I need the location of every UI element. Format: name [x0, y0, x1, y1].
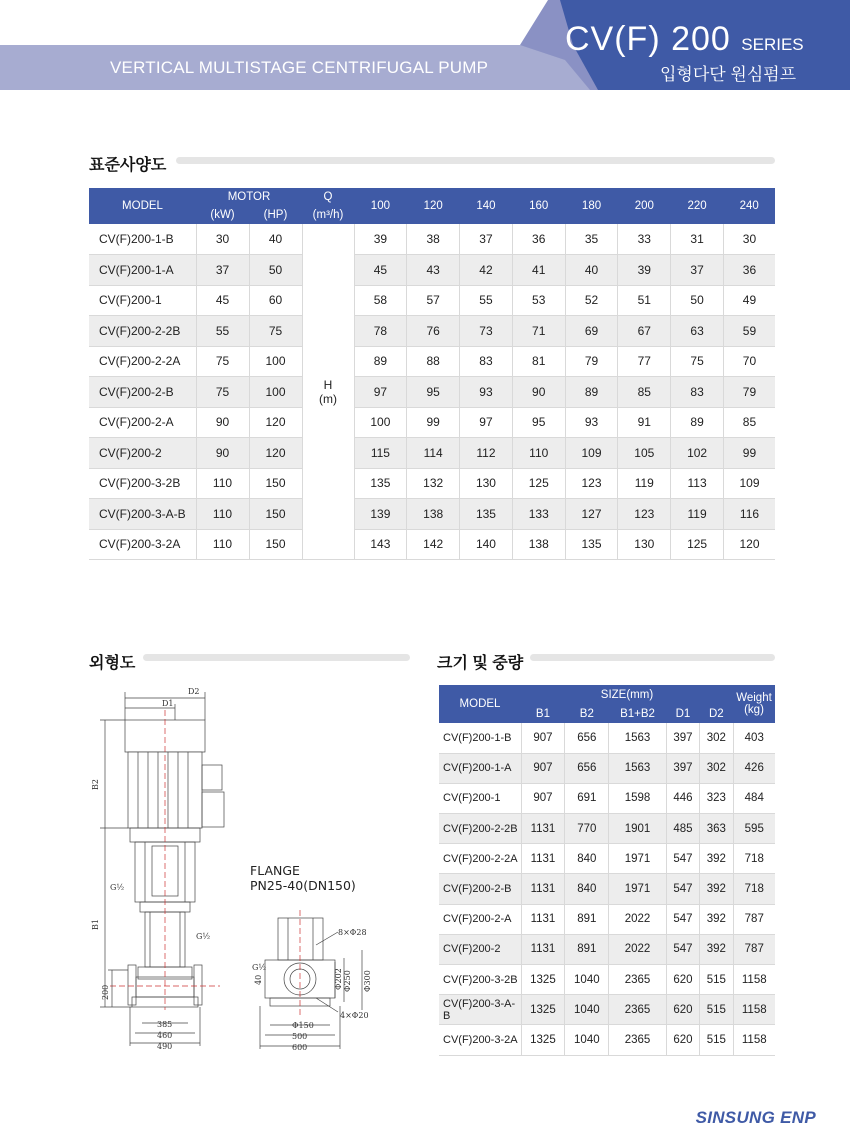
size-cell: 1598 — [609, 783, 667, 813]
size-cell: 392 — [700, 874, 733, 904]
size-cell: 547 — [666, 934, 699, 964]
spec-cell: 40 — [249, 224, 302, 255]
spec-cell: CV(F)200-1-A — [89, 255, 196, 286]
size-cell: 907 — [521, 783, 565, 813]
spec-cell: 42 — [460, 255, 513, 286]
spec-cell: 37 — [460, 224, 513, 255]
spec-h-label — [302, 224, 354, 560]
size-row — [439, 995, 775, 1025]
spec-cell: 109 — [723, 468, 775, 499]
size-row — [439, 874, 775, 904]
spec-cell: CV(F)200-2-B — [89, 377, 196, 408]
dim-d2: D2 — [188, 687, 200, 696]
size-cell: 656 — [565, 723, 609, 753]
spec-row — [89, 529, 775, 560]
spec-cell: 49 — [723, 285, 775, 316]
dim-600: 600 — [292, 1043, 308, 1052]
size-subcol: B2 — [565, 704, 609, 723]
size-cell: CV(F)200-3-2B — [439, 965, 521, 995]
spec-cell: 75 — [196, 346, 249, 377]
spec-cell: 97 — [354, 377, 407, 408]
dim-500: 500 — [292, 1032, 308, 1041]
spec-cell: 99 — [407, 407, 460, 438]
dim-bolt-8: 8×Φ28 — [338, 928, 367, 937]
dim-bolt-4: 4×Φ20 — [340, 1011, 369, 1020]
spec-cell: 69 — [565, 316, 618, 347]
size-cell: CV(F)200-3-2A — [439, 1025, 521, 1055]
size-cell: 1563 — [609, 753, 667, 783]
size-subcol: B1+B2 — [609, 704, 667, 723]
size-table — [439, 685, 775, 1056]
spec-cell: 43 — [407, 255, 460, 286]
size-row — [439, 904, 775, 934]
size-cell: 1971 — [609, 874, 667, 904]
spec-cell: 50 — [671, 285, 724, 316]
size-cell: 656 — [565, 753, 609, 783]
spec-cell: 60 — [249, 285, 302, 316]
spec-cell: 115 — [354, 438, 407, 469]
dim-g12-a: G½ — [110, 883, 125, 892]
spec-cell: 95 — [512, 407, 565, 438]
size-col-weight-unit: (kg) — [744, 704, 764, 716]
spec-cell: 114 — [407, 438, 460, 469]
size-cell: 392 — [700, 904, 733, 934]
spec-cell: 93 — [565, 407, 618, 438]
spec-cell: CV(F)200-1-B — [89, 224, 196, 255]
size-cell: 403 — [733, 723, 775, 753]
size-cell: 485 — [666, 814, 699, 844]
spec-table — [89, 188, 775, 560]
size-cell: 787 — [733, 934, 775, 964]
spec-cell: 123 — [565, 468, 618, 499]
spec-cell: 78 — [354, 316, 407, 347]
size-cell: 1131 — [521, 814, 565, 844]
size-cell: 515 — [700, 1025, 733, 1055]
spec-cell: 110 — [196, 499, 249, 530]
dim-460: 460 — [157, 1031, 173, 1040]
size-cell: 891 — [565, 934, 609, 964]
spec-cell: 77 — [618, 346, 671, 377]
spec-cell: 39 — [618, 255, 671, 286]
header-title — [565, 20, 804, 59]
size-cell: CV(F)200-3-A-B — [439, 995, 521, 1025]
size-row — [439, 934, 775, 964]
dim-phi202: Φ202 — [334, 968, 343, 990]
size-subcol: D1 — [666, 704, 699, 723]
spec-cell: 138 — [407, 499, 460, 530]
spec-cell: 76 — [407, 316, 460, 347]
spec-cell: 37 — [671, 255, 724, 286]
dim-b1: B1 — [91, 919, 100, 930]
spec-cell: 63 — [671, 316, 724, 347]
size-cell: 302 — [700, 753, 733, 783]
dim-g12-c: G½ — [252, 963, 267, 972]
spec-cell: 85 — [618, 377, 671, 408]
spec-cell: 125 — [671, 529, 724, 560]
spec-cell: 90 — [196, 407, 249, 438]
spec-cell: 119 — [671, 499, 724, 530]
size-cell: 1131 — [521, 904, 565, 934]
size-cell: 2022 — [609, 904, 667, 934]
spec-col-q: Q — [302, 188, 354, 206]
spec-cell: 119 — [618, 468, 671, 499]
spec-row — [89, 407, 775, 438]
header-subtitle: VERTICAL MULTISTAGE CENTRIFUGAL PUMP — [110, 58, 489, 77]
size-cell: 1325 — [521, 1025, 565, 1055]
spec-row — [89, 377, 775, 408]
spec-cell: 89 — [565, 377, 618, 408]
spec-section-title: 표준사양도 — [89, 157, 167, 174]
size-cell: 691 — [565, 783, 609, 813]
size-row — [439, 723, 775, 753]
size-cell: 1901 — [609, 814, 667, 844]
spec-cell: 150 — [249, 529, 302, 560]
size-cell: CV(F)200-2 — [439, 934, 521, 964]
size-row — [439, 1025, 775, 1055]
size-cell: 620 — [666, 995, 699, 1025]
spec-cell: 58 — [354, 285, 407, 316]
spec-row — [89, 346, 775, 377]
spec-cell: 31 — [671, 224, 724, 255]
size-cell: 515 — [700, 995, 733, 1025]
spec-cell: 130 — [618, 529, 671, 560]
spec-cell: 33 — [618, 224, 671, 255]
spec-row — [89, 499, 775, 530]
spec-cell: 110 — [196, 468, 249, 499]
title-main: CV(F) 200 — [565, 20, 731, 58]
spec-cell: 36 — [512, 224, 565, 255]
dim-40: 40 — [254, 974, 263, 985]
spec-cell: 109 — [565, 438, 618, 469]
size-cell: CV(F)200-2-A — [439, 904, 521, 934]
spec-cell: 125 — [512, 468, 565, 499]
size-cell: 718 — [733, 844, 775, 874]
spec-cell: 39 — [354, 224, 407, 255]
spec-cell: 116 — [723, 499, 775, 530]
size-cell: 397 — [666, 723, 699, 753]
spec-cell: 75 — [671, 346, 724, 377]
spec-cell: 37 — [196, 255, 249, 286]
spec-cell: 93 — [460, 377, 513, 408]
size-cell: 1040 — [565, 1025, 609, 1055]
spec-cell: 55 — [196, 316, 249, 347]
spec-cell: CV(F)200-3-2A — [89, 529, 196, 560]
spec-cell: 90 — [196, 438, 249, 469]
size-cell: 595 — [733, 814, 775, 844]
spec-cell: 135 — [565, 529, 618, 560]
size-cell: 787 — [733, 904, 775, 934]
spec-cell: 88 — [407, 346, 460, 377]
size-cell: CV(F)200-2-2A — [439, 844, 521, 874]
spec-cell: 138 — [512, 529, 565, 560]
size-cell: 1325 — [521, 995, 565, 1025]
title-series: SERIES — [741, 35, 804, 54]
dim-385: 385 — [157, 1020, 173, 1029]
spec-cell: 30 — [196, 224, 249, 255]
spec-cell: 140 — [460, 529, 513, 560]
size-cell: 446 — [666, 783, 699, 813]
spec-col-flow: 100 — [354, 188, 407, 224]
spec-cell: 99 — [723, 438, 775, 469]
spec-cell: 83 — [460, 346, 513, 377]
spec-cell: 75 — [249, 316, 302, 347]
spec-cell: 45 — [354, 255, 407, 286]
dim-b2: B2 — [91, 779, 100, 790]
spec-cell: 36 — [723, 255, 775, 286]
spec-cell: 89 — [671, 407, 724, 438]
spec-cell: 79 — [723, 377, 775, 408]
size-row — [439, 753, 775, 783]
spec-cell: 67 — [618, 316, 671, 347]
spec-cell: 127 — [565, 499, 618, 530]
flange-line-1: FLANGE — [250, 863, 300, 878]
size-cell: 397 — [666, 753, 699, 783]
spec-cell: CV(F)200-2-2A — [89, 346, 196, 377]
size-cell: CV(F)200-2-B — [439, 874, 521, 904]
spec-cell: 150 — [249, 468, 302, 499]
spec-col-model: MODEL — [89, 188, 196, 224]
spec-cell: 135 — [460, 499, 513, 530]
spec-cell: 79 — [565, 346, 618, 377]
spec-cell: 143 — [354, 529, 407, 560]
spec-cell: 90 — [512, 377, 565, 408]
size-cell: 1131 — [521, 874, 565, 904]
spec-row — [89, 224, 775, 255]
spec-table-body — [89, 224, 775, 560]
size-cell: 907 — [521, 723, 565, 753]
size-col-model: MODEL — [439, 685, 521, 723]
size-row — [439, 844, 775, 874]
size-cell: CV(F)200-2-2B — [439, 814, 521, 844]
spec-cell: CV(F)200-2-2B — [89, 316, 196, 347]
spec-cell: 97 — [460, 407, 513, 438]
size-cell: 2365 — [609, 995, 667, 1025]
spec-cell: 130 — [460, 468, 513, 499]
dim-d1: D1 — [162, 699, 174, 708]
size-cell: 1158 — [733, 965, 775, 995]
size-cell: 840 — [565, 844, 609, 874]
size-cell: 1131 — [521, 844, 565, 874]
flange-line-2: PN25-40(DN150) — [250, 878, 356, 893]
spec-cell: 81 — [512, 346, 565, 377]
spec-cell: 35 — [565, 224, 618, 255]
spec-cell: 41 — [512, 255, 565, 286]
size-subcol: B1 — [521, 704, 565, 723]
outline-section-line — [143, 654, 410, 661]
spec-col-flow: 220 — [671, 188, 724, 224]
size-cell: 1040 — [565, 995, 609, 1025]
size-cell: 1563 — [609, 723, 667, 753]
spec-cell: 100 — [249, 346, 302, 377]
spec-cell: 50 — [249, 255, 302, 286]
spec-cell: 142 — [407, 529, 460, 560]
spec-cell: CV(F)200-1 — [89, 285, 196, 316]
size-cell: 718 — [733, 874, 775, 904]
spec-cell: 100 — [354, 407, 407, 438]
size-cell: 1040 — [565, 965, 609, 995]
spec-cell: 59 — [723, 316, 775, 347]
spec-cell: 113 — [671, 468, 724, 499]
spec-cell: 52 — [565, 285, 618, 316]
size-cell: 392 — [700, 844, 733, 874]
size-cell: 1971 — [609, 844, 667, 874]
spec-row — [89, 438, 775, 469]
spec-cell: 150 — [249, 499, 302, 530]
size-col-weight-label: Weight — [736, 692, 772, 704]
size-row — [439, 965, 775, 995]
spec-col-flow: 140 — [460, 188, 513, 224]
spec-cell: 30 — [723, 224, 775, 255]
size-cell: CV(F)200-1-B — [439, 723, 521, 753]
spec-cell: 120 — [249, 438, 302, 469]
spec-cell: 85 — [723, 407, 775, 438]
spec-cell: 110 — [196, 529, 249, 560]
spec-cell: 71 — [512, 316, 565, 347]
size-cell: 323 — [700, 783, 733, 813]
dim-phi250: Φ250 — [343, 970, 352, 992]
spec-col-motor: MOTOR — [196, 188, 302, 206]
size-cell: 392 — [700, 934, 733, 964]
spec-cell: 89 — [354, 346, 407, 377]
size-section-line — [530, 654, 775, 661]
spec-cell: 70 — [723, 346, 775, 377]
header-korean-title: 입형다단 원심펌프 — [660, 65, 797, 84]
spec-cell: CV(F)200-3-A-B — [89, 499, 196, 530]
spec-cell: 120 — [249, 407, 302, 438]
size-cell: 302 — [700, 723, 733, 753]
pump-outline-drawing — [80, 680, 400, 1060]
dim-phi300: Φ300 — [363, 970, 372, 992]
size-cell: 2365 — [609, 1025, 667, 1055]
size-section-title: 크기 및 중량 — [437, 655, 524, 672]
spec-cell: 55 — [460, 285, 513, 316]
size-subcol: D2 — [700, 704, 733, 723]
dim-g12-b: G½ — [196, 932, 211, 941]
spec-row — [89, 468, 775, 499]
size-row — [439, 814, 775, 844]
size-cell: 907 — [521, 753, 565, 783]
spec-h: H — [323, 377, 333, 392]
spec-cell: 135 — [354, 468, 407, 499]
spec-col-flow: 200 — [618, 188, 671, 224]
size-cell: 620 — [666, 965, 699, 995]
spec-cell: 38 — [407, 224, 460, 255]
size-cell: 484 — [733, 783, 775, 813]
spec-col-flow: 240 — [723, 188, 775, 224]
spec-cell: 100 — [249, 377, 302, 408]
spec-cell: 73 — [460, 316, 513, 347]
spec-row — [89, 316, 775, 347]
spec-cell: 91 — [618, 407, 671, 438]
size-cell: 1325 — [521, 965, 565, 995]
spec-cell: 83 — [671, 377, 724, 408]
spec-cell: 95 — [407, 377, 460, 408]
spec-cell: 105 — [618, 438, 671, 469]
size-col-weight — [733, 685, 775, 723]
spec-cell: 45 — [196, 285, 249, 316]
dim-phi150: Φ150 — [292, 1021, 314, 1030]
spec-col-flow: 120 — [407, 188, 460, 224]
spec-cell: 139 — [354, 499, 407, 530]
spec-row — [89, 255, 775, 286]
dim-490: 490 — [157, 1042, 173, 1051]
size-cell: 2365 — [609, 965, 667, 995]
size-cell: 1131 — [521, 934, 565, 964]
size-cell: 547 — [666, 904, 699, 934]
spec-cell: CV(F)200-2 — [89, 438, 196, 469]
size-cell: 2022 — [609, 934, 667, 964]
size-cell: 363 — [700, 814, 733, 844]
spec-cell: 75 — [196, 377, 249, 408]
outline-section-title: 외형도 — [89, 655, 136, 672]
size-cell: 891 — [565, 904, 609, 934]
spec-col-hp: (HP) — [249, 206, 302, 224]
spec-col-q-unit: (m³/h) — [302, 206, 354, 224]
size-cell: 840 — [565, 874, 609, 904]
size-col-size: SIZE(mm) — [521, 685, 733, 704]
spec-cell: 53 — [512, 285, 565, 316]
size-cell: 547 — [666, 874, 699, 904]
size-cell: CV(F)200-1 — [439, 783, 521, 813]
spec-col-flow: 180 — [565, 188, 618, 224]
spec-cell: 57 — [407, 285, 460, 316]
spec-cell: 112 — [460, 438, 513, 469]
size-cell: 426 — [733, 753, 775, 783]
spec-col-flow: 160 — [512, 188, 565, 224]
spec-cell: 51 — [618, 285, 671, 316]
spec-cell: 123 — [618, 499, 671, 530]
size-cell: 515 — [700, 965, 733, 995]
spec-row — [89, 285, 775, 316]
spec-cell: 102 — [671, 438, 724, 469]
size-cell: 1158 — [733, 995, 775, 1025]
size-table-body — [439, 723, 775, 1055]
size-cell: 620 — [666, 1025, 699, 1055]
size-cell: 770 — [565, 814, 609, 844]
size-cell: CV(F)200-1-A — [439, 753, 521, 783]
spec-cell: 133 — [512, 499, 565, 530]
size-cell: 1158 — [733, 1025, 775, 1055]
spec-cell: CV(F)200-2-A — [89, 407, 196, 438]
spec-cell: CV(F)200-3-2B — [89, 468, 196, 499]
spec-col-kw: (kW) — [196, 206, 249, 224]
brand-logo: SINSUNG ENP — [695, 1108, 816, 1127]
size-row — [439, 783, 775, 813]
spec-cell: 120 — [723, 529, 775, 560]
spec-h-unit: (m) — [319, 391, 337, 406]
spec-section-line — [176, 157, 775, 164]
spec-cell: 40 — [565, 255, 618, 286]
spec-cell: 132 — [407, 468, 460, 499]
spec-cell: 110 — [512, 438, 565, 469]
size-cell: 547 — [666, 844, 699, 874]
dim-200: 200 — [101, 984, 110, 1000]
